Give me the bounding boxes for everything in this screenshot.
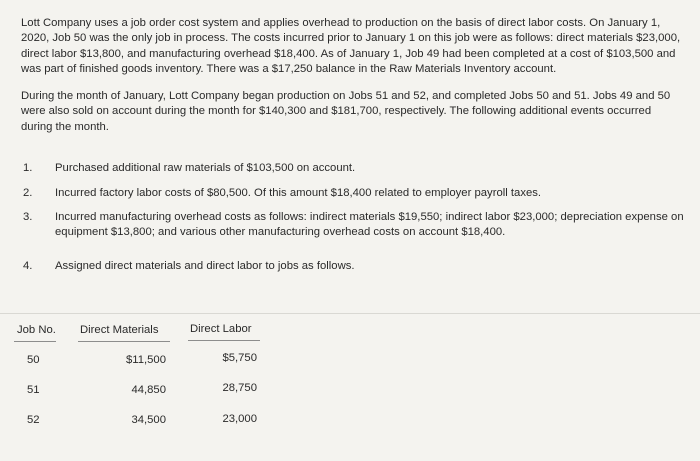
item-number: 4. (23, 260, 33, 272)
direct-labor-value: 23,000 (222, 413, 257, 425)
header-job-no: Job No. (17, 324, 56, 336)
header-direct-labor: Direct Labor (190, 323, 252, 335)
job-number: 51 (27, 384, 40, 396)
direct-materials-value: $11,500 (126, 354, 166, 366)
item-number: 2. (23, 187, 33, 199)
header-underline (188, 340, 260, 341)
header-underline (14, 341, 56, 342)
direct-labor-value: 28,750 (222, 382, 257, 394)
job-number: 52 (27, 414, 40, 426)
january-paragraph: During the month of January, Lott Company began production on Jobs 51 and 52, and completed Jobs 50 and 51. Jobs 49 and 50 were also sold on account during the month for $140,300 and $181,700, respectively. The following additional events occurred during the month. (21, 90, 671, 133)
header-underline (78, 341, 170, 342)
direct-materials-value: 44,850 (131, 384, 166, 396)
item-text: Incurred factory labor costs of $80,500. Of this amount $18,400 related to employer payroll taxes. (55, 187, 542, 199)
item-text: Assigned direct materials and direct labor to jobs as follows. (55, 260, 355, 272)
item-number: 1. (23, 162, 33, 174)
item-number: 3. (23, 211, 33, 223)
item-text: Purchased additional raw materials of $103,500 on account. (55, 162, 356, 174)
job-number: 50 (27, 354, 40, 366)
direct-labor-value: $5,750 (222, 352, 257, 364)
direct-materials-value: 34,500 (131, 414, 166, 426)
header-direct-materials: Direct Materials (80, 324, 159, 336)
item-text: Incurred manufacturing overhead costs as follows: indirect materials $19,550; indirect labor $23,000; depreciation expense on equipment $13,800; and various other manufacturing overhead costs on account $18,400. (55, 211, 684, 239)
intro-paragraph: Lott Company uses a job order cost system and applies overhead to production on the basis of direct labor costs. On January 1, 2020, Job 50 was the only job in process. The costs incurred prior to January 1 on this job were as follows: direct materials $23,000, direct labor $13,800, and manufacturing overhead $18,400. As of January 1, Job 49 had been completed at a cost of $103,500 and was part of finished goods inventory. There was a $17,250 balance in the Raw Materials Inventory account. (21, 17, 681, 75)
